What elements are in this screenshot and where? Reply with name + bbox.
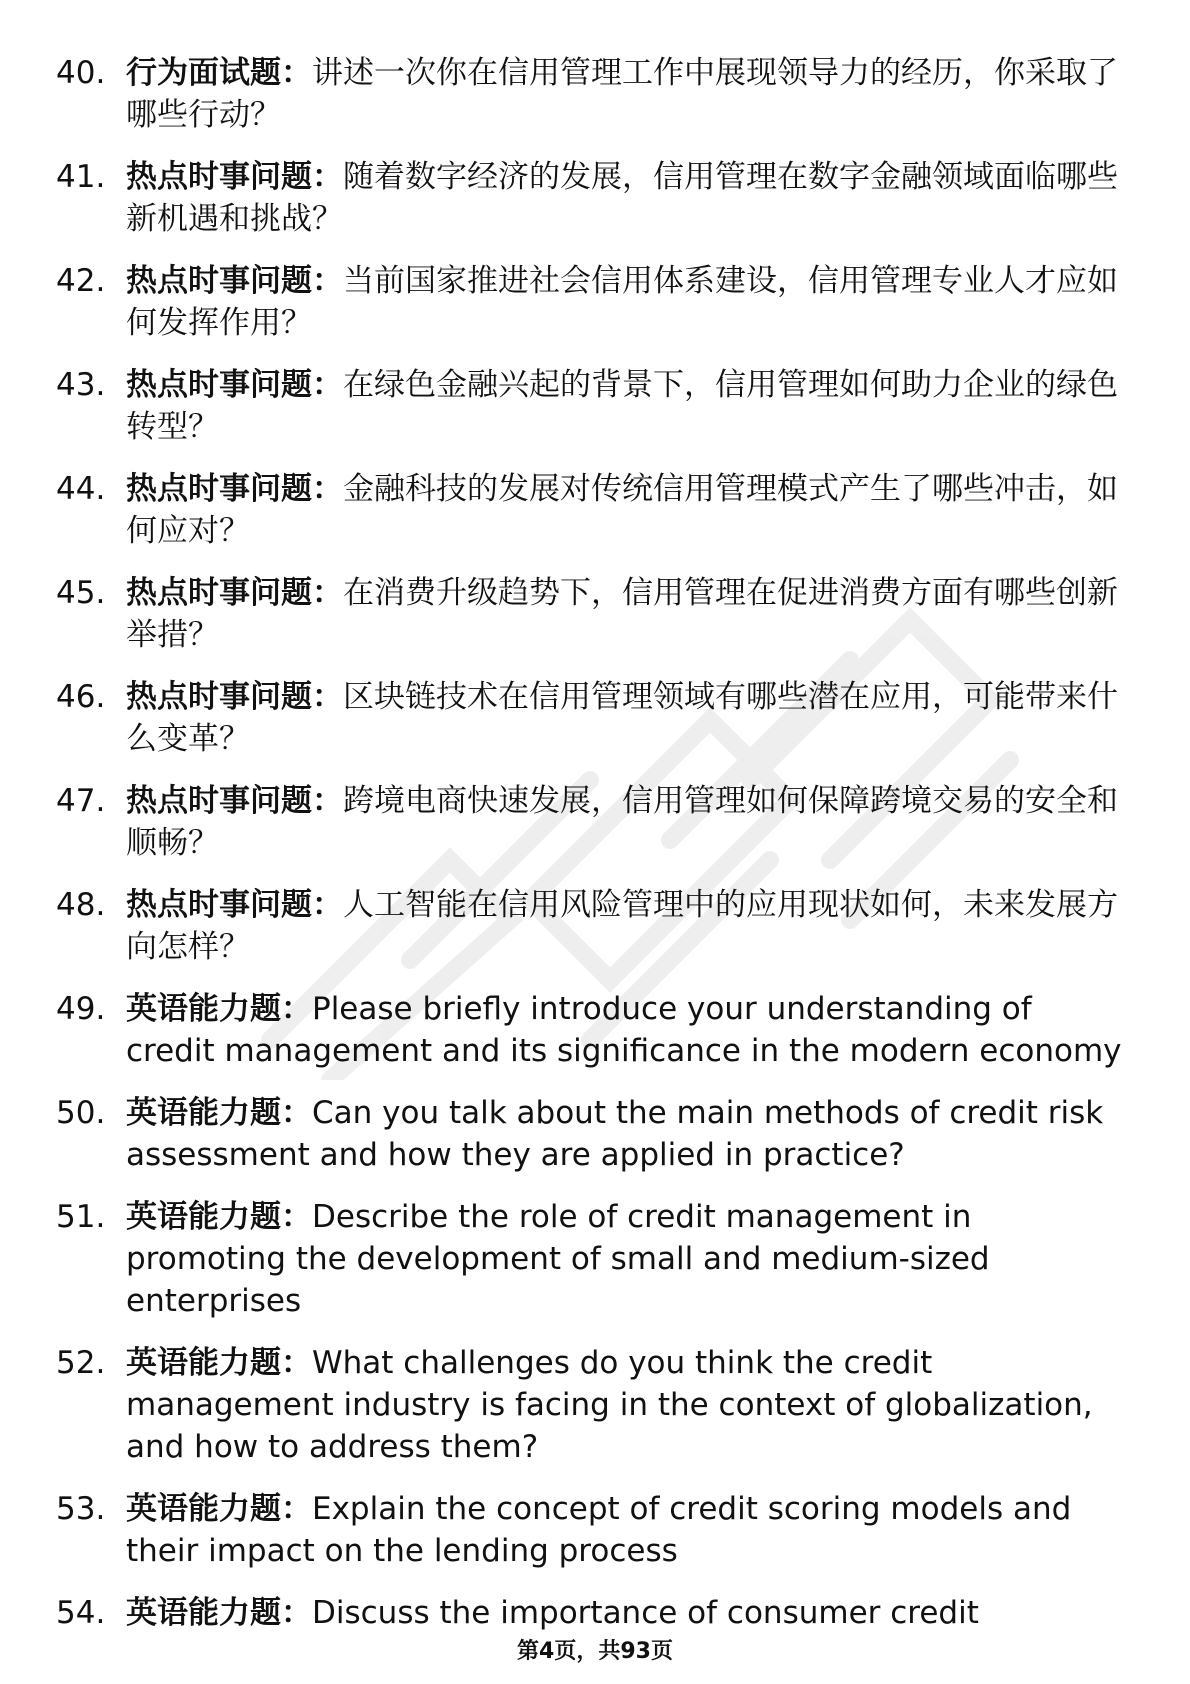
question-item: [56, 260, 1126, 344]
page-footer: [0, 1637, 1190, 1667]
question-text: 讲述一次你在信用管理工作中展现领导力的经历，你采取了哪些行动？: [126, 55, 1118, 133]
question-category: 英语能力题：: [126, 1095, 312, 1131]
question-number: 46.: [56, 679, 106, 715]
question-category: 英语能力题：: [126, 1491, 312, 1527]
question-number: 43.: [56, 367, 106, 403]
question-number: 47.: [56, 783, 106, 819]
question-item: [56, 52, 1126, 136]
question-item: [56, 988, 1126, 1072]
question-number: 53.: [56, 1491, 106, 1527]
question-text: 金融科技的发展对传统信用管理模式产生了哪些冲击，如何应对？: [126, 471, 1118, 549]
question-text: Can you talk about the main methods of credit risk assessment and how they are applied in practice?: [126, 1095, 1104, 1173]
question-category: 热点时事问题：: [126, 159, 343, 195]
question-text: Please briefly introduce your understanding of credit management and its significance in the modern economy: [126, 991, 1122, 1069]
question-number: 40.: [56, 55, 106, 91]
question-item: [56, 572, 1126, 656]
question-category: 热点时事问题：: [126, 679, 343, 715]
question-item: [56, 1488, 1126, 1572]
question-number: 50.: [56, 1095, 106, 1131]
question-category: 热点时事问题：: [126, 263, 343, 299]
question-item: [56, 156, 1126, 240]
question-text: What challenges do you think the credit management industry is facing in the context of globalization, and how to address them?: [126, 1345, 1093, 1465]
question-category: 热点时事问题：: [126, 783, 343, 819]
question-category: 英语能力题：: [126, 1199, 312, 1235]
question-number: 51.: [56, 1199, 106, 1235]
question-list: [56, 52, 1126, 1654]
question-category: 行为面试题：: [126, 55, 312, 91]
question-text: 当前国家推进社会信用体系建设，信用管理专业人才应如何发挥作用？: [126, 263, 1118, 341]
question-number: 41.: [56, 159, 106, 195]
question-text: 随着数字经济的发展，信用管理在数字金融领域面临哪些新机遇和挑战？: [126, 159, 1118, 237]
question-number: 48.: [56, 887, 106, 923]
question-item: [56, 1196, 1126, 1322]
question-category: 热点时事问题：: [126, 887, 343, 923]
question-number: 44.: [56, 471, 106, 507]
question-item: [56, 780, 1126, 864]
question-item: [56, 1342, 1126, 1468]
question-text: 区块链技术在信用管理领域有哪些潜在应用，可能带来什么变革？: [126, 679, 1118, 757]
question-category: 英语能力题：: [126, 991, 312, 1027]
question-text: Explain the concept of credit scoring models and their impact on the lending process: [126, 1491, 1072, 1569]
question-text: 在消费升级趋势下，信用管理在促进消费方面有哪些创新举措？: [126, 575, 1118, 653]
question-text: 人工智能在信用风险管理中的应用现状如何，未来发展方向怎样？: [126, 887, 1118, 965]
question-number: 42.: [56, 263, 106, 299]
question-category: 热点时事问题：: [126, 471, 343, 507]
question-text: 在绿色金融兴起的背景下，信用管理如何助力企业的绿色转型？: [126, 367, 1118, 445]
question-text: 跨境电商快速发展，信用管理如何保障跨境交易的安全和顺畅？: [126, 783, 1118, 861]
question-item: [56, 676, 1126, 760]
question-text: Describe the role of credit management in promoting the development of small and medium-sized enterprises: [126, 1199, 990, 1319]
question-category: 热点时事问题：: [126, 575, 343, 611]
question-text: Discuss the importance of consumer credit: [312, 1595, 979, 1631]
question-item: [56, 1592, 1126, 1634]
question-item: [56, 1092, 1126, 1176]
question-number: 54.: [56, 1595, 106, 1631]
question-number: 49.: [56, 991, 106, 1027]
question-number: 52.: [56, 1345, 106, 1381]
page-number-label: 第4页，共93页: [517, 1639, 673, 1664]
question-category: 英语能力题：: [126, 1345, 312, 1381]
question-category: 热点时事问题：: [126, 367, 343, 403]
question-category: 英语能力题：: [126, 1595, 312, 1631]
question-item: [56, 468, 1126, 552]
question-item: [56, 364, 1126, 448]
question-item: [56, 884, 1126, 968]
question-number: 45.: [56, 575, 106, 611]
